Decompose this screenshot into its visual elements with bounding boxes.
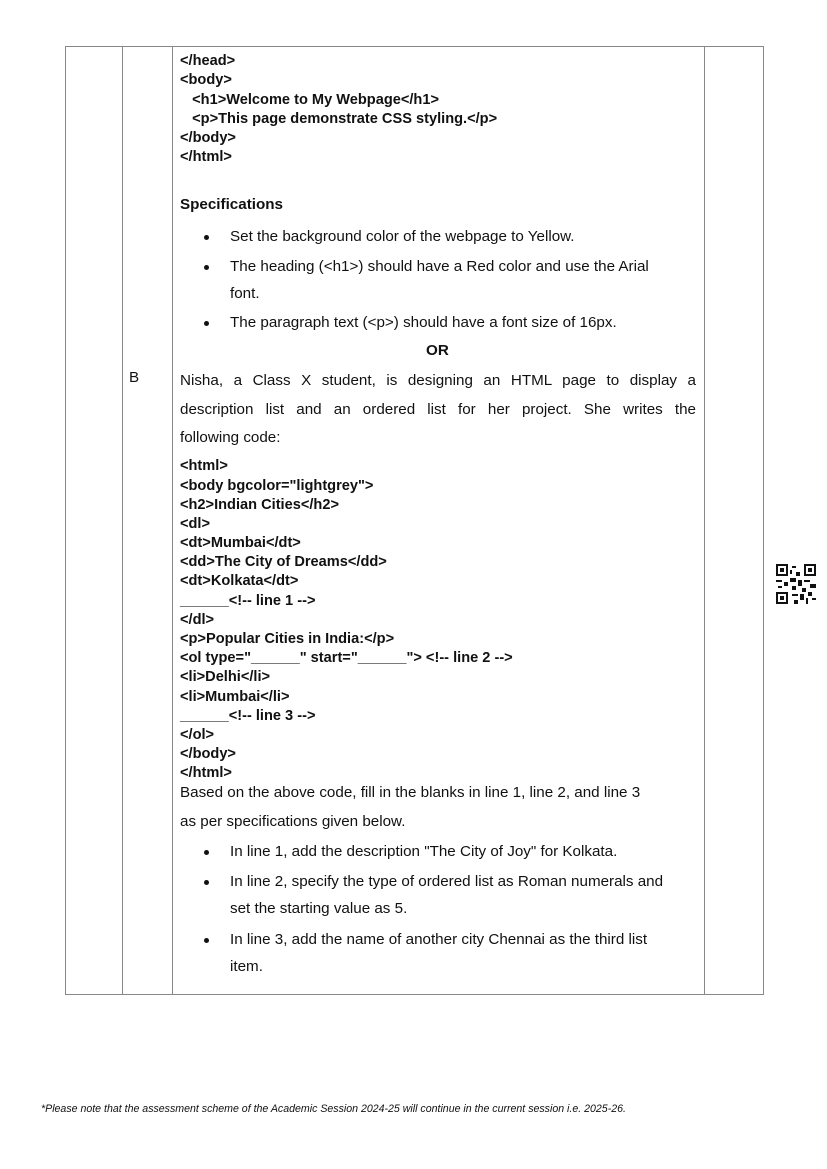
- code-line: <dt>Kolkata</dt>: [180, 573, 299, 589]
- code-line: <ol type="______" start="______"> <!-- line 2 -->: [180, 650, 513, 666]
- spec-heading: Specifications: [180, 196, 283, 213]
- bullet-icon: [204, 880, 209, 885]
- code-line: <dd>The City of Dreams</dd>: [180, 554, 387, 570]
- task-bullet: In line 1, add the description "The City of Joy" for Kolkata.: [230, 843, 618, 860]
- or-label: OR: [426, 342, 449, 359]
- table-border: [65, 46, 764, 47]
- code-line: <li>Delhi</li>: [180, 669, 271, 685]
- code-line: <p>This page demonstrate CSS styling.</p>: [180, 111, 498, 127]
- code-line: </html>: [180, 149, 232, 165]
- table-border: [704, 46, 705, 995]
- code-line: <li>Mumbai</li>: [180, 689, 290, 705]
- code-line: <dt>Mumbai</dt>: [180, 535, 301, 551]
- task-bullet-cont: item.: [230, 958, 263, 975]
- code-line: <html>: [180, 458, 228, 474]
- code-line: <body bgcolor="lightgrey">: [180, 478, 374, 494]
- code-line: ______<!-- line 3 -->: [180, 708, 316, 724]
- bullet-icon: [204, 938, 209, 943]
- spec-bullet: The heading (<h1>) should have a Red color and use the Arial: [230, 258, 649, 275]
- task-bullet: In line 2, specify the type of ordered list as Roman numerals and: [230, 873, 664, 890]
- code-line: </html>: [180, 765, 232, 781]
- bullet-icon: [204, 235, 209, 240]
- table-border: [172, 46, 173, 995]
- bullet-icon: [204, 265, 209, 270]
- qr-code-icon: [776, 564, 816, 604]
- code-line: </body>: [180, 746, 236, 762]
- code-line: </body>: [180, 130, 236, 146]
- task-bullet: In line 3, add the name of another city Chennai as the third list: [230, 931, 648, 948]
- task-line: Based on the above code, fill in the blanks in line 1, line 2, and line 3: [180, 784, 641, 801]
- table-border: [763, 46, 764, 995]
- code-line: <p>Popular Cities in India:</p>: [180, 631, 395, 647]
- spec-bullet: The paragraph text (<p>) should have a font size of 16px.: [230, 314, 617, 331]
- spec-bullet: Set the background color of the webpage to Yellow.: [230, 228, 575, 245]
- footer-note: *Please note that the assessment scheme of the Academic Session 2024-25 will continue in the current session i.e. 2025-26.: [41, 1103, 626, 1115]
- spec-bullet-cont: font.: [230, 285, 260, 302]
- code-line: </head>: [180, 53, 236, 69]
- task-line: as per specifications given below.: [180, 813, 406, 830]
- code-line: ______<!-- line 1 -->: [180, 593, 316, 609]
- table-border: [65, 994, 764, 995]
- code-line: </ol>: [180, 727, 215, 743]
- code-line: <body>: [180, 72, 232, 88]
- code-line: <h2>Indian Cities</h2>: [180, 497, 339, 513]
- code-line: </dl>: [180, 612, 215, 628]
- bullet-icon: [204, 321, 209, 326]
- intro-line: description list and an ordered list for her project. She writes the: [180, 401, 696, 418]
- code-line: <h1>Welcome to My Webpage</h1>: [180, 92, 439, 108]
- task-bullet-cont: set the starting value as 5.: [230, 900, 408, 917]
- table-border: [122, 46, 123, 995]
- table-border: [65, 46, 66, 995]
- intro-line: Nisha, a Class X student, is designing an HTML page to display a: [180, 372, 696, 389]
- option-label: B: [129, 369, 140, 386]
- intro-line: following code:: [180, 429, 281, 446]
- bullet-icon: [204, 850, 209, 855]
- code-line: <dl>: [180, 516, 211, 532]
